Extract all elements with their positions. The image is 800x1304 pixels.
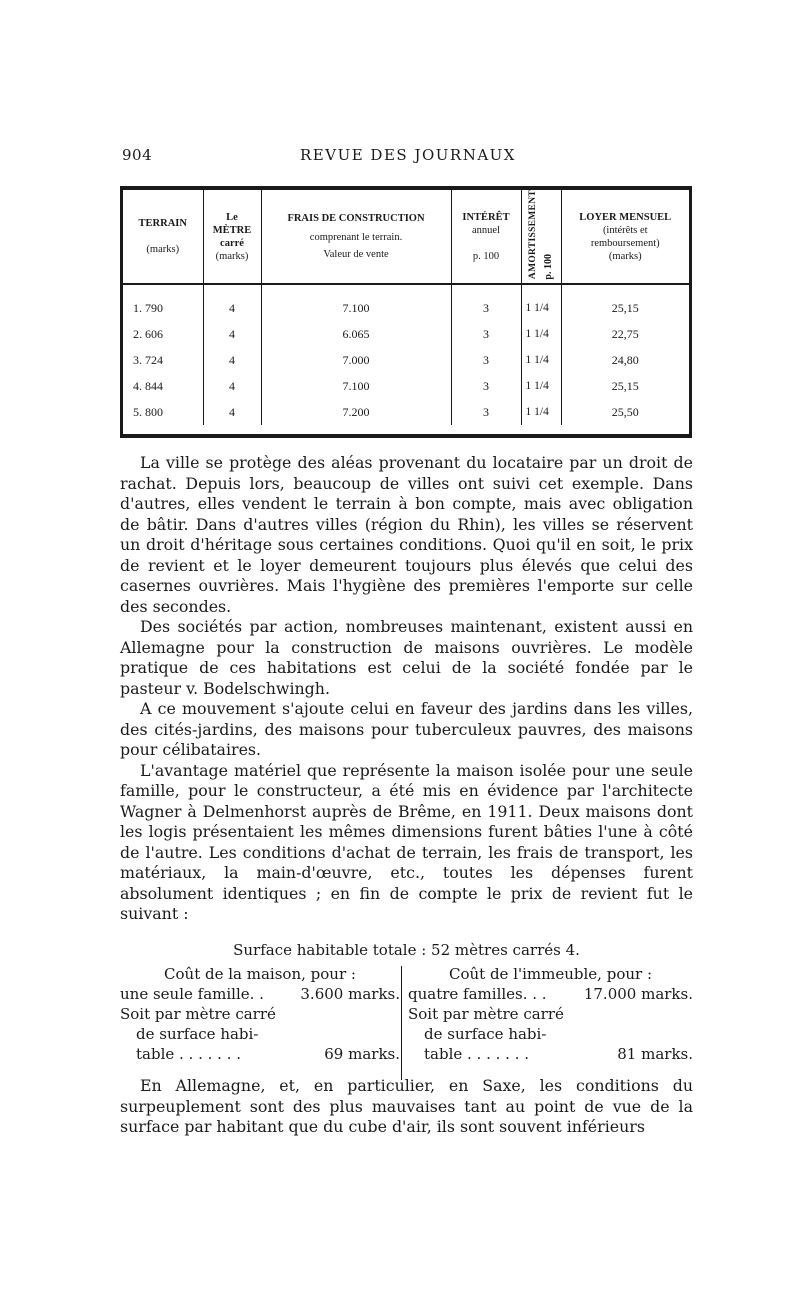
page-header	[122, 146, 694, 168]
paragraph: En Allemagne, et, en particulier, en Saxe, les conditions du surpeuplement sont des plus mauvaises tant au point de vue de la surface par habitant que du cube d'air, ils sont souvent inférieurs	[120, 1076, 693, 1136]
table-row: 4. 844 4 7.100 3 1 1/4 25,15	[123, 373, 689, 399]
table-header-row	[123, 190, 689, 284]
header-interet: INTÉRÊT annuel p. 100	[451, 190, 521, 284]
table-row: 3. 724 4 7.000 3 1 1/4 24,80	[123, 347, 689, 373]
housing-cost-table	[120, 186, 692, 438]
closing-text	[120, 1076, 693, 1138]
table-row: 1. 790 4 7.100 3 1 1/4 25,15	[123, 284, 689, 321]
header-loyer-mensuel: LOYER MENSUEL (intérêts et remboursement) (marks)	[561, 190, 689, 284]
paragraph: A ce mouvement s'ajoute celui en faveur des jardins dans les villes, des cités-jardins, des maisons pour tuberculeux pauvres, des maisons pour célibataires.	[120, 699, 693, 759]
column-divider	[401, 966, 402, 1080]
cost-comparison	[120, 940, 693, 1082]
comparison-single-family: Coût de la maison, pour : une seule famille. . 3.600 marks. Soit par mètre carré de surface habi- table . . . . . . . 69 marks.	[120, 965, 400, 1063]
paragraph: La ville se protège des aléas provenant du locataire par un droit de rachat. Depuis lors, beaucoup de villes ont suivi cet exemple. Dans d'autres, elles vendent le terrain à bon compte, mais avec obligation de bâtir. Dans d'autres villes (région du Rhin), les villes se réservent un droit d'héritage sous certaines conditions. Quoi qu'il en soit, le prix de revient et le loyer demeurent toujours plus élevés que celui des casernes ouvrières. Mais l'hygiène des premières l'emporte sur celle des secondes.	[120, 453, 693, 616]
comparison-four-families: Coût de l'immeuble, pour : quatre familles. . . 17.000 marks. Soit par mètre carré de surface habi- table . . . . . . . 81 marks.	[408, 965, 693, 1063]
paragraph: Des sociétés par action, nombreuses maintenant, existent aussi en Allemagne pour la construction de maisons ouvrières. Le modèle pratique de ces habitations est celui de la société fondée par le pasteur v. Bodelschwingh.	[120, 617, 693, 698]
table-row: 2. 606 4 6.065 3 1 1/4 22,75	[123, 321, 689, 347]
page-number: 904	[122, 146, 153, 164]
surface-line: Surface habitable totale : 52 mètres carrés 4.	[233, 941, 580, 959]
body-text	[120, 453, 693, 925]
header-amortissement: AMORTISSEMENT p. 100	[521, 190, 561, 284]
header-frais-construction: FRAIS DE CONSTRUCTION comprenant le terrain. Valeur de vente	[261, 190, 451, 284]
running-title: REVUE DES JOURNAUX	[300, 146, 516, 164]
header-terrain: TERRAIN (marks)	[123, 190, 203, 284]
table-row: 5. 800 4 7.200 3 1 1/4 25,50	[123, 399, 689, 425]
header-metre-carre: Le MÈTRE carré (marks)	[203, 190, 261, 284]
paragraph: L'avantage matériel que représente la maison isolée pour une seule famille, pour le constructeur, a été mis en évidence par l'architecte Wagner à Delmenhorst auprès de Brême, en 1911. Deux maisons dont les logis présentaient les mêmes dimensions furent bâties l'une à côté de l'autre. Les conditions d'achat de terrain, les frais de transport, les matériaux, la main-d'œuvre, etc., toutes les dépenses furent absolument identiques ; en fin de compte le prix de revient fut le suivant :	[120, 760, 693, 923]
